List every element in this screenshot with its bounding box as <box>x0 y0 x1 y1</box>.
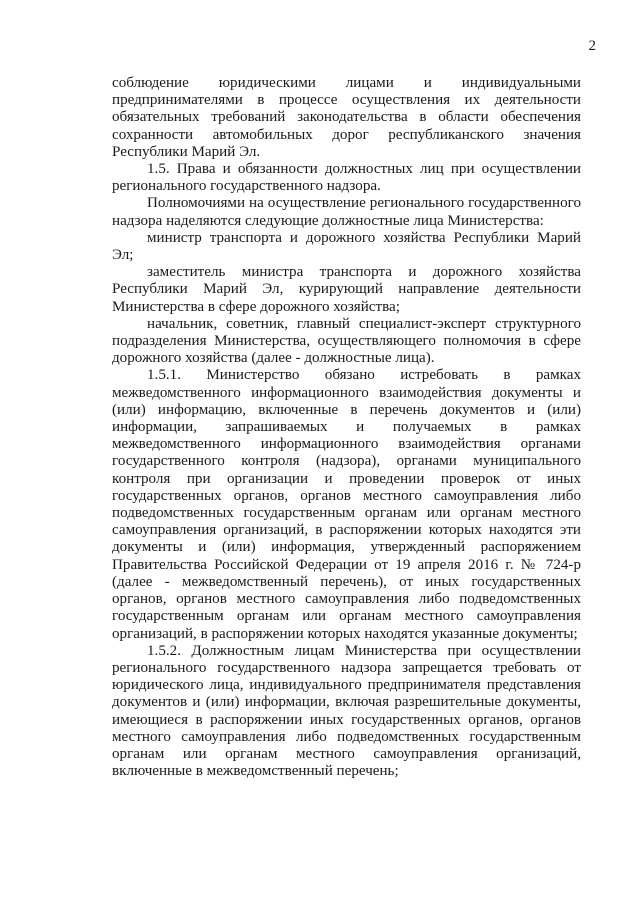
paragraph-8: 1.5.2. Должностным лицам Министерства при осуществлении регионального государственного надзора запрещается требовать от юридического лица, индивидуального предпринимателя представления документов и (или) информации, включая разрешительные документы, имеющиеся в распоряжении иных государственных органов, органов местного самоуправления либо подведомственных государственным органам или органам местного самоуправления организаций, включенные в межведомственный перечень; <box>112 642 581 780</box>
paragraph-5: заместитель министра транспорта и дорожного хозяйства Республики Марий Эл, курирующий направление деятельности Министерства в сфере дорожного хозяйства; <box>112 264 581 315</box>
paragraph-1: соблюдение юридическими лицами и индивидуальными предпринимателями в процессе осуществления их деятельности обязательных требований законодательства в области обеспечения сохранности автомобильных дорог республиканского значения Республики Марий Эл. <box>112 75 581 160</box>
paragraph-4: министр транспорта и дорожного хозяйства Республики Марий Эл; <box>112 229 581 264</box>
paragraph-3: Полномочиями на осуществление регионального государственного надзора наделяются следующие должностные лица Министерства: <box>112 195 581 229</box>
paragraph-7: 1.5.1. Министерство обязано истребовать в рамках межведомственного информационного взаимодействия документы и (или) информацию, включенные в перечень документов и (или) информации, запрашиваемых и получаемых в рамках межведомственного информационного взаимодействия органами государственного контроля (надзора), органами муниципального контроля при организации и проведении проверок от иных государственных органов, органов местного самоуправления либо подведомственных государственным органам или органам местного самоуправления организаций, в распоряжении которых находятся эти документы и (или) информация, утвержденный распоряжением Правительства Российской Федерации от 19 апреля 2016 г. № 724-р (далее - межведомственный перечень), от иных государственных органов, органов местного самоуправления либо подведомственных государственным органам или органам местного самоуправления организаций, в распоряжении которых находятся указанные документы; <box>112 367 581 642</box>
paragraph-6: начальник, советник, главный специалист-эксперт структурного подразделения Министерства, осуществляющего полномочия в сфере дорожного хозяйства (далее - должностные лица). <box>112 315 581 367</box>
paragraph-2: 1.5. Права и обязанности должностных лиц при осуществлении регионального государственного надзора. <box>112 161 581 195</box>
page-number: 2 <box>588 38 596 54</box>
document-body <box>112 75 581 780</box>
